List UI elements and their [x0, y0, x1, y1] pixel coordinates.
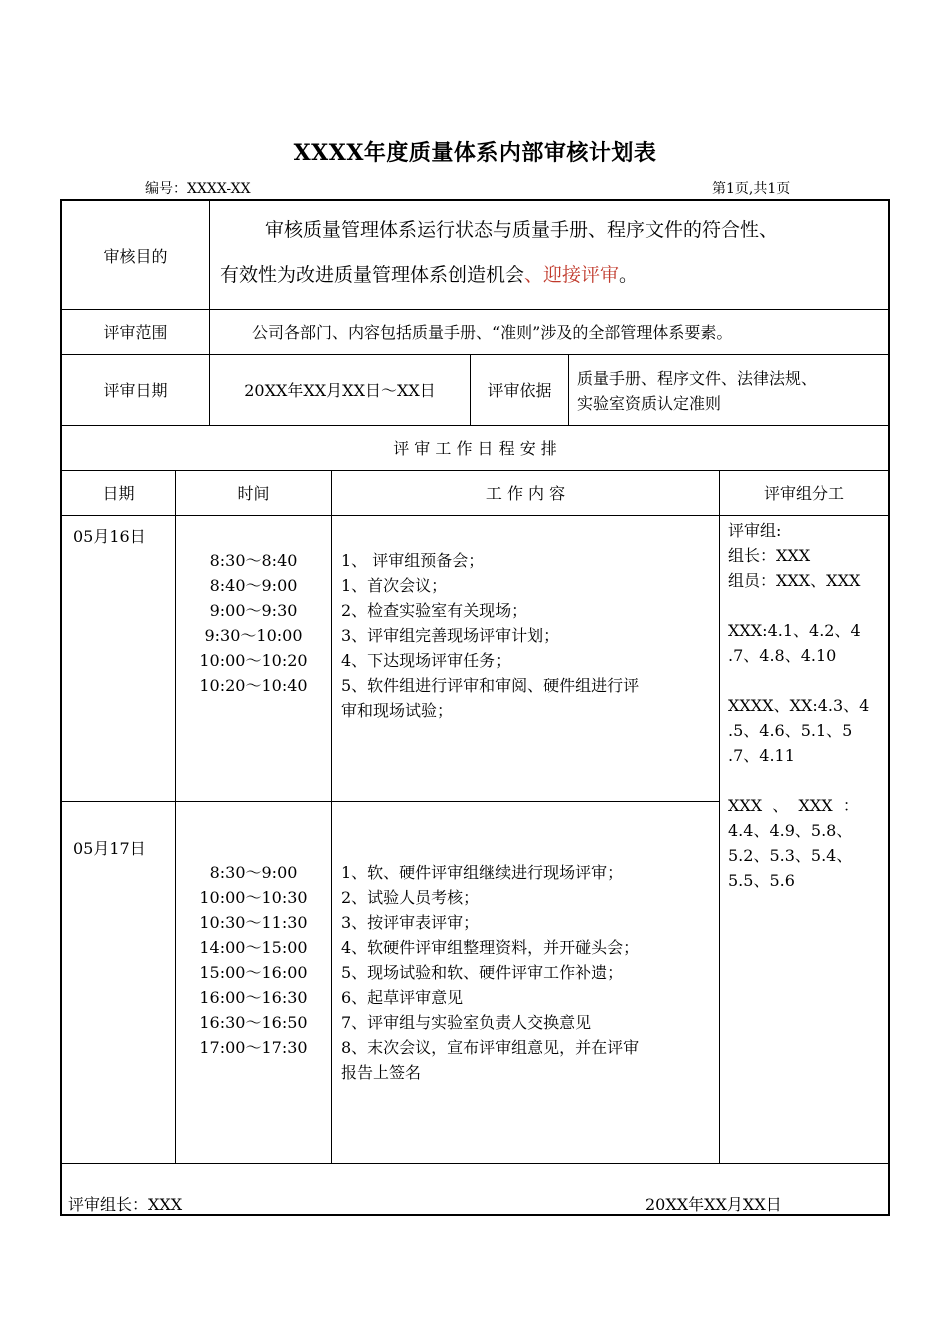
time-slot: 16:00～16:30	[199, 988, 308, 1007]
schedule-title: 评 审 工 作 日 程 安 排	[393, 439, 557, 458]
time-slot: 17:00～17:30	[199, 1038, 308, 1057]
doc-number: 编号：XXXX-XX	[145, 181, 251, 197]
review-date-label: 评审日期	[103, 381, 168, 400]
list-item: 2、检查实验室有关现场；	[341, 601, 528, 620]
time-slot: 10:30～11:30	[199, 913, 308, 932]
purpose-line-1: 审核质量管理体系运行状态与质量手册、程序文件的符合性、	[265, 219, 779, 241]
time-slot: 10:00～10:30	[199, 888, 308, 907]
time-slot: 9:30～10:00	[204, 626, 303, 645]
review-basis-line-2: 实验室资质认定准则	[577, 394, 722, 413]
day1-times	[176, 548, 331, 698]
division-line	[728, 593, 869, 618]
day2-items	[341, 860, 639, 1085]
division-line: 5.2、5.3、5.4、	[728, 846, 853, 865]
column-header-date: 日期	[102, 484, 135, 503]
day2-date: 05月17日	[73, 839, 146, 858]
division-line: 5.5、5.6	[728, 871, 795, 890]
time-slot: 15:00～16:00	[199, 963, 308, 982]
day2-times	[176, 860, 331, 1060]
scope-label: 评审范围	[103, 323, 168, 342]
review-basis-line-1: 质量手册、程序文件、法律法规、	[577, 369, 818, 388]
list-item: 2、试验人员考核；	[341, 888, 480, 907]
list-item: 5、软件组进行评审和审阅、硬件组进行评	[341, 676, 640, 695]
time-slot: 8:30～8:40	[209, 551, 298, 570]
purpose-line-2-highlight: 、迎接评审	[524, 264, 620, 286]
list-item: 报告上签名	[341, 1063, 422, 1082]
division-block	[728, 518, 869, 893]
time-slot: 10:20～10:40	[199, 676, 308, 695]
page-title: XXXX年度质量体系内部审核计划表	[293, 140, 657, 166]
list-item: 1、首次会议；	[341, 576, 448, 595]
list-item: 3、评审组完善现场评审计划；	[341, 626, 560, 645]
list-item: 1、软、硬件评审组继续进行现场评审；	[341, 863, 624, 882]
review-leader-signature: 评审组长：XXX	[68, 1195, 183, 1214]
list-item: 1、 评审组预备会；	[341, 551, 485, 570]
division-line: 组员：XXX、XXX	[728, 571, 861, 590]
time-slot: 8:30～9:00	[209, 863, 298, 882]
division-line: XXX 、 XXX ：	[728, 796, 859, 815]
column-header-division: 评审组分工	[763, 484, 844, 503]
division-line	[728, 668, 869, 693]
column-header-time: 时间	[237, 484, 270, 503]
list-item: 7、评审组与实验室负责人交换意见	[341, 1013, 592, 1032]
list-item: 8、末次会议，宣布评审组意见，并在评审	[341, 1038, 640, 1057]
list-item: 4、下达现场评审任务；	[341, 651, 512, 670]
division-line	[728, 768, 869, 793]
page-info: 第1页,共1页	[712, 181, 791, 197]
division-line: 4.4、4.9、5.8、	[728, 821, 853, 840]
time-slot: 16:30～16:50	[199, 1013, 308, 1032]
time-slot: 10:00～10:20	[199, 651, 308, 670]
purpose-label: 审核目的	[103, 247, 168, 266]
time-slot: 14:00～15:00	[199, 938, 308, 957]
scope-text: 公司各部门、内容包括质量手册、“准则”涉及的全部管理体系要素。	[252, 323, 733, 342]
purpose-line-2	[220, 253, 885, 298]
footer-date: 20XX年XX月XX日	[645, 1195, 782, 1214]
list-item: 审和现场试验；	[341, 701, 454, 720]
column-header-content: 工 作 内 容	[485, 484, 566, 503]
review-date-value: 20XX年XX月XX日～XX日	[244, 381, 436, 400]
time-slot: 8:40～9:00	[209, 576, 298, 595]
division-line: 组长：XXX	[728, 546, 811, 565]
day1-date: 05月16日	[73, 527, 146, 546]
division-line: .7、4.11	[728, 746, 795, 765]
division-line: XXXX、XX:4.3、4	[728, 696, 870, 715]
purpose-text	[220, 208, 885, 298]
division-line: .7、4.8、4.10	[728, 646, 837, 665]
day1-items	[341, 548, 639, 723]
purpose-line-2-text: 有效性为改进质量管理体系创造机会	[220, 264, 525, 286]
list-item: 5、现场试验和软、硬件评审工作补遗；	[341, 963, 624, 982]
division-line: .5、4.6、5.1、5	[728, 721, 853, 740]
list-item: 6、起草评审意见	[341, 988, 464, 1007]
division-line: XXX:4.1、4.2、4	[728, 621, 861, 640]
list-item: 4、软硬件评审组整理资料，并开碰头会；	[341, 938, 640, 957]
review-basis-label: 评审依据	[487, 381, 552, 400]
list-item: 3、按评审表评审；	[341, 913, 480, 932]
purpose-line-2-end: 。	[619, 264, 639, 286]
division-line: 评审组:	[728, 521, 782, 540]
time-slot: 9:00～9:30	[209, 601, 298, 620]
